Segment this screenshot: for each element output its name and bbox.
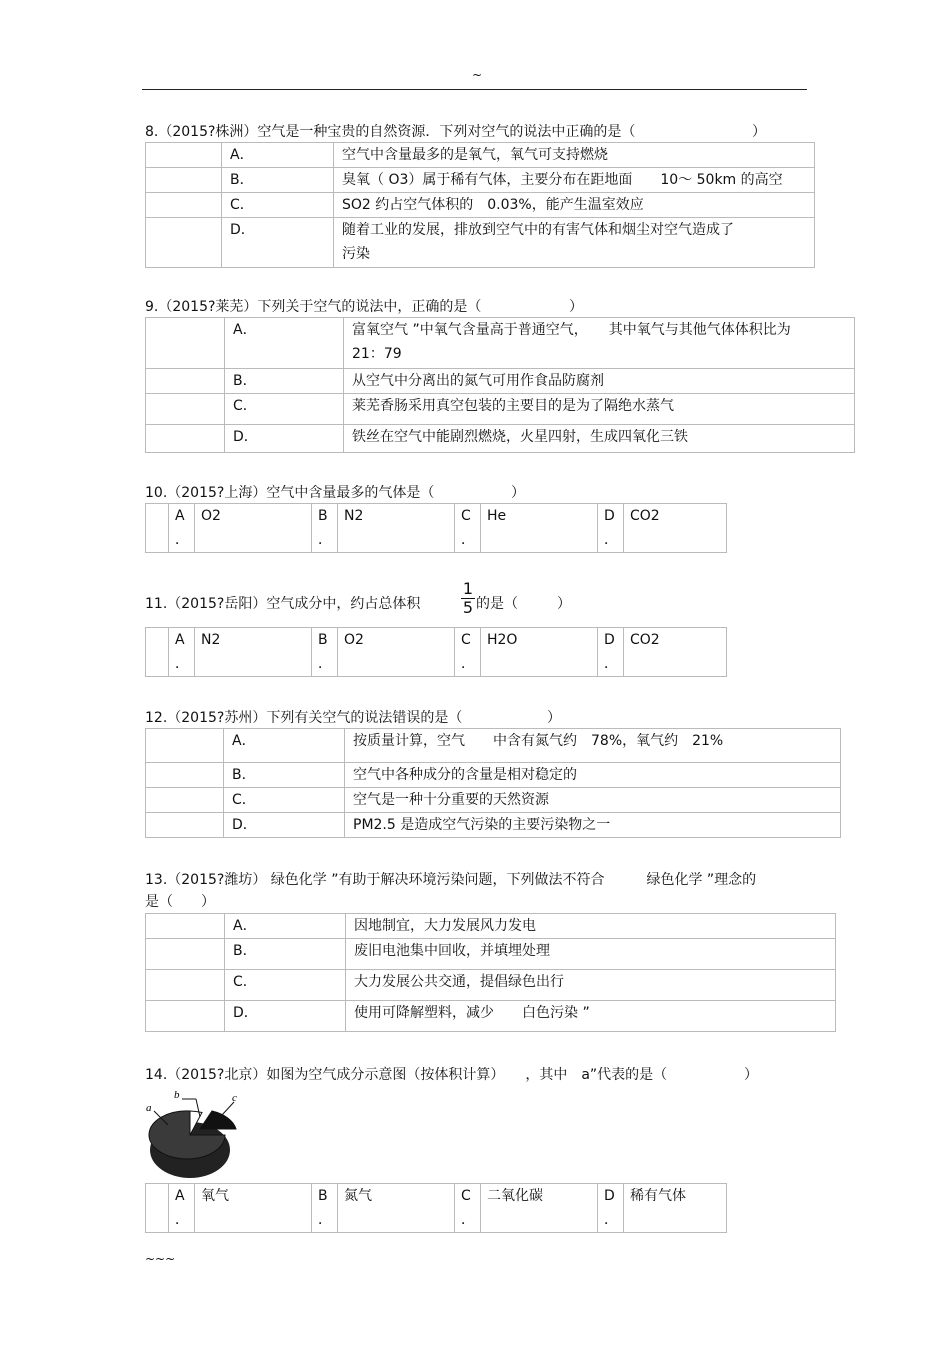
option-letter: D． — [225, 1001, 346, 1032]
option-letter: A． — [225, 318, 344, 369]
option-row — [146, 1001, 836, 1032]
option-letter: D — [604, 632, 615, 648]
table-cell — [146, 813, 224, 838]
table-cell — [169, 1184, 195, 1233]
option-letter: A — [175, 632, 185, 648]
question-9-paren: ） — [569, 299, 583, 315]
option-dot: ． — [461, 1212, 475, 1228]
option-letter: D． — [222, 218, 334, 268]
option-letter: A． — [225, 914, 346, 939]
table-cell — [146, 143, 222, 168]
option-row — [146, 939, 836, 970]
question-14-stem: 14.（2015?北京）如图为空气成分示意图（按体积计算） ，其中 a”代表的是（ — [145, 1067, 668, 1083]
option-text: PM2.5 是造成空气污染的主要污染物之一 — [345, 813, 841, 838]
table-cell — [146, 318, 225, 369]
option-text: 大力发展公共交通，提倡绿色出行 — [346, 970, 836, 1001]
option-letter: B — [318, 508, 328, 524]
option-dot: ． — [604, 532, 618, 548]
option-letter: A — [175, 1188, 185, 1204]
footer-mark: ~~~ — [145, 1252, 176, 1266]
option-text-line2: 污染 — [342, 246, 370, 262]
option-text: N2 — [195, 628, 312, 677]
option-letter: A — [175, 508, 185, 524]
option-text: 稀有气体 — [624, 1184, 727, 1233]
option-letter: C． — [225, 394, 344, 425]
option-dot: ． — [461, 656, 475, 672]
option-row — [146, 970, 836, 1001]
option-dot: ． — [604, 656, 618, 672]
table-cell — [146, 218, 222, 268]
option-letter: B． — [225, 939, 346, 970]
table-cell — [146, 504, 169, 553]
option-row — [146, 628, 727, 677]
option-text: 臭氧（ O3）属于稀有气体，主要分布在距地面 10～ 50km 的高空 — [334, 168, 815, 193]
option-row — [146, 763, 841, 788]
option-text: 氮气 — [338, 1184, 455, 1233]
option-dot: ． — [175, 1212, 189, 1228]
option-dot: ． — [175, 532, 189, 548]
option-text: 莱芜香肠采用真空包装的主要目的是为了隔绝水蒸气 — [344, 394, 855, 425]
table-cell — [334, 218, 815, 268]
question-14-paren: ） — [744, 1067, 758, 1083]
option-row — [146, 788, 841, 813]
question-11-paren: ） — [557, 596, 571, 612]
pie-label-b: b — [174, 1089, 180, 1101]
table-cell — [146, 729, 224, 763]
question-10-stem: 10.（2015?上海）空气中含量最多的气体是（ — [145, 485, 435, 501]
table-cell — [146, 193, 222, 218]
question-14-options — [145, 1183, 727, 1233]
question-12-stem: 12.（2015?苏州）下列有关空气的说法错误的是（ — [145, 710, 463, 726]
option-letter: C． — [224, 788, 345, 813]
option-row — [146, 394, 855, 425]
header-rule — [142, 89, 807, 90]
option-row — [146, 318, 855, 369]
question-10-paren: ） — [511, 485, 525, 501]
table-cell — [146, 914, 225, 939]
option-letter: D． — [225, 425, 344, 453]
table-cell — [344, 318, 855, 369]
option-text: 从空气中分离出的氮气可用作食品防腐剂 — [344, 369, 855, 394]
option-text: 使用可降解塑料，减少 白色污染 ” — [346, 1001, 836, 1032]
option-row — [146, 218, 815, 268]
question-13-stem: 13.（2015?潍坊） 绿色化学 ”有助于解决环境污染问题，下列做法不符合 绿色化学 ”理念的 — [145, 872, 757, 888]
pie-label-c: c — [232, 1092, 237, 1104]
fraction-one-fifth — [461, 581, 475, 616]
option-letter: A． — [224, 729, 345, 763]
question-11-options — [145, 627, 727, 677]
option-letter: D． — [224, 813, 345, 838]
option-text: 空气中含量最多的是氧气，氧气可支持燃烧 — [334, 143, 815, 168]
option-row — [146, 729, 841, 763]
table-cell — [146, 369, 225, 394]
option-text: O2 — [195, 504, 312, 553]
option-dot: ． — [461, 532, 475, 548]
option-dot: ． — [604, 1212, 618, 1228]
question-9-options — [145, 317, 855, 453]
question-12-options — [145, 728, 841, 838]
question-11-stem: 11.（2015?岳阳）空气成分中，约占总体积 — [145, 596, 421, 612]
option-letter: D — [604, 508, 615, 524]
option-letter: C． — [225, 970, 346, 1001]
option-text: H2O — [481, 628, 598, 677]
table-cell — [146, 425, 225, 453]
option-dot: ． — [318, 656, 332, 672]
air-composition-pie-diagram — [140, 1085, 250, 1180]
pie-slice-c — [200, 1111, 236, 1129]
option-row — [146, 193, 815, 218]
option-text: N2 — [338, 504, 455, 553]
option-letter: C — [461, 632, 471, 648]
option-letter: C — [461, 1188, 471, 1204]
option-text: 空气是一种十分重要的天然资源 — [345, 788, 841, 813]
option-dot: ． — [318, 532, 332, 548]
table-cell — [455, 628, 481, 677]
table-cell — [598, 1184, 624, 1233]
option-letter: B． — [224, 763, 345, 788]
option-letter: B — [318, 632, 328, 648]
table-cell — [146, 168, 222, 193]
question-8-paren: ） — [752, 124, 766, 140]
option-row — [146, 168, 815, 193]
option-text: 铁丝在空气中能剧烈燃烧，火星四射，生成四氧化三铁 — [344, 425, 855, 453]
option-row — [146, 1184, 727, 1233]
table-cell — [146, 970, 225, 1001]
table-cell — [146, 394, 225, 425]
table-cell — [312, 1184, 338, 1233]
table-cell — [146, 628, 169, 677]
table-cell — [169, 504, 195, 553]
option-text-line2: 21：79 — [352, 346, 402, 362]
question-9-stem: 9.（2015?莱芜）下列关于空气的说法中，正确的是（ — [145, 299, 482, 315]
option-text: 按质量计算，空气 中含有氮气约 78%，氧气约 21% — [345, 729, 841, 763]
question-11-stem-tail: 的是（ — [476, 596, 518, 612]
table-cell — [146, 939, 225, 970]
option-letter: C． — [222, 193, 334, 218]
table-cell — [146, 763, 224, 788]
option-row — [146, 143, 815, 168]
table-cell — [169, 628, 195, 677]
option-text: 空气中各种成分的含量是相对稳定的 — [345, 763, 841, 788]
option-row — [146, 813, 841, 838]
question-10-options — [145, 503, 727, 553]
question-13-options — [145, 913, 836, 1032]
option-row — [146, 914, 836, 939]
option-letter: B． — [225, 369, 344, 394]
option-letter: B — [318, 1188, 328, 1204]
table-cell — [146, 1184, 169, 1233]
option-row — [146, 504, 727, 553]
option-letter: D — [604, 1188, 615, 1204]
header-mark: ~ — [472, 68, 483, 82]
option-text: He — [481, 504, 598, 553]
table-cell — [146, 1001, 225, 1032]
question-8-stem: 8.（2015?株洲）空气是一种宝贵的自然资源．下列对空气的说法中正确的是（ — [145, 124, 636, 140]
option-text: 富氧空气 ”中氧气含量高于普通空气， 其中氧气与其他气体体积比为 — [352, 322, 791, 338]
table-cell — [455, 1184, 481, 1233]
option-text: CO2 — [624, 504, 727, 553]
question-8-options — [145, 142, 815, 268]
option-text: SO2 约占空气体积的 0.03%，能产生温室效应 — [334, 193, 815, 218]
table-cell — [455, 504, 481, 553]
fraction-denominator: 5 — [462, 598, 474, 617]
table-cell — [312, 504, 338, 553]
table-cell — [598, 504, 624, 553]
fraction-numerator: 1 — [462, 579, 474, 598]
option-row — [146, 369, 855, 394]
option-text: 二氧化碳 — [481, 1184, 598, 1233]
table-cell — [146, 788, 224, 813]
option-letter: A． — [222, 143, 334, 168]
option-text: CO2 — [624, 628, 727, 677]
option-dot: ． — [318, 1212, 332, 1228]
option-letter: B． — [222, 168, 334, 193]
option-letter: C — [461, 508, 471, 524]
option-text: 因地制宜，大力发展风力发电 — [346, 914, 836, 939]
option-row — [146, 425, 855, 453]
option-dot: ． — [175, 656, 189, 672]
option-text: O2 — [338, 628, 455, 677]
table-cell — [598, 628, 624, 677]
table-cell — [312, 628, 338, 677]
option-text: 随着工业的发展，排放到空气中的有害气体和烟尘对空气造成了 — [342, 222, 734, 238]
question-13-stem-line2: 是（ ） — [145, 894, 215, 910]
option-text: 废旧电池集中回收，并填埋处理 — [346, 939, 836, 970]
pie-label-a: a — [146, 1102, 152, 1114]
question-12-paren: ） — [547, 710, 561, 726]
option-text: 氧气 — [195, 1184, 312, 1233]
